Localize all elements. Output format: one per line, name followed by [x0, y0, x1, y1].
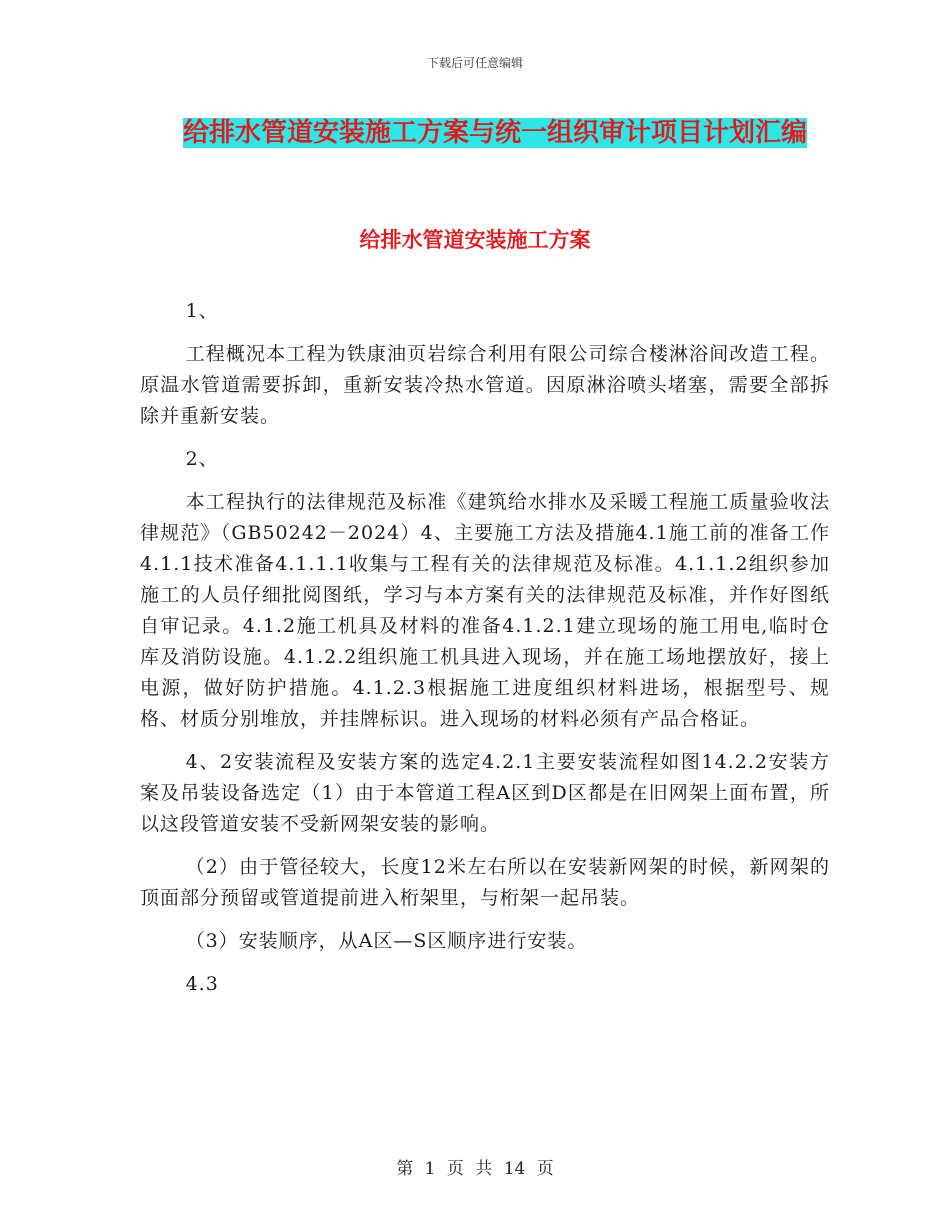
paragraph-7: （3）安装顺序，从A区—S区顺序进行安装。: [185, 930, 588, 952]
paragraph-3: 2、: [185, 448, 219, 470]
page-footer: 第 1 页 共 14 页: [396, 1159, 554, 1179]
document-title: [180, 110, 810, 156]
document-body: [140, 296, 830, 1000]
paragraph-5: 4、2安装流程及安装方案的选定4.2.1主要安装流程如图14.2.2安装方案及吊装设备选定（1）由于本管道工程A区到D区都是在旧网架上面布置，所以这段管道安装不受新网架安装的影响。: [140, 751, 830, 835]
section-title: 给排水管道安装施工方案: [359, 227, 591, 252]
paragraph-6: （2）由于管径较大，长度12米左右所以在安装新网架的时候，新网架的顶面部分预留或管道提前进入桁架里，与桁架一起吊装。: [140, 856, 830, 909]
paragraph-4: 本工程执行的法律规范及标准《建筑给水排水及采暖工程施工质量验收法律规范》（GB50242－2024）4、主要施工方法及措施4.1施工前的准备工作4.1.1技术准备4.1.1.1收集与工程有关的法律规范及标准。4.1.1.2组织参加施工的人员仔细批阅图纸，学习与本方案有关的法律规范及标准，并作好图纸自审记录。4.1.2施工机具及材料的准备4.1.2.1建立现场的施工用电,临时仓库及消防设施。4.1.2.2组织施工机具进入现场，并在施工场地摆放好，接上电源，做好防护措施。4.1.2.3根据施工进度组织材料进场，根据型号、规格、材质分别堆放，并挂牌标识。进入现场的材料必须有产品合格证。: [140, 491, 830, 730]
document-title-text: 给排水管道安装施工方案与统一组织审计项目计划汇编: [182, 118, 807, 148]
paragraph-1: 1、: [185, 300, 219, 322]
paragraph-8: 4.3: [185, 973, 219, 995]
paragraph-2: 工程概况本工程为铁康油页岩综合利用有限公司综合楼淋浴间改造工程。原温水管道需要拆卸，重新安装冷热水管道。因原淋浴喷头堵塞，需要全部拆除并重新安装。: [140, 343, 830, 427]
header-note: 下载后可任意编辑: [426, 56, 523, 70]
